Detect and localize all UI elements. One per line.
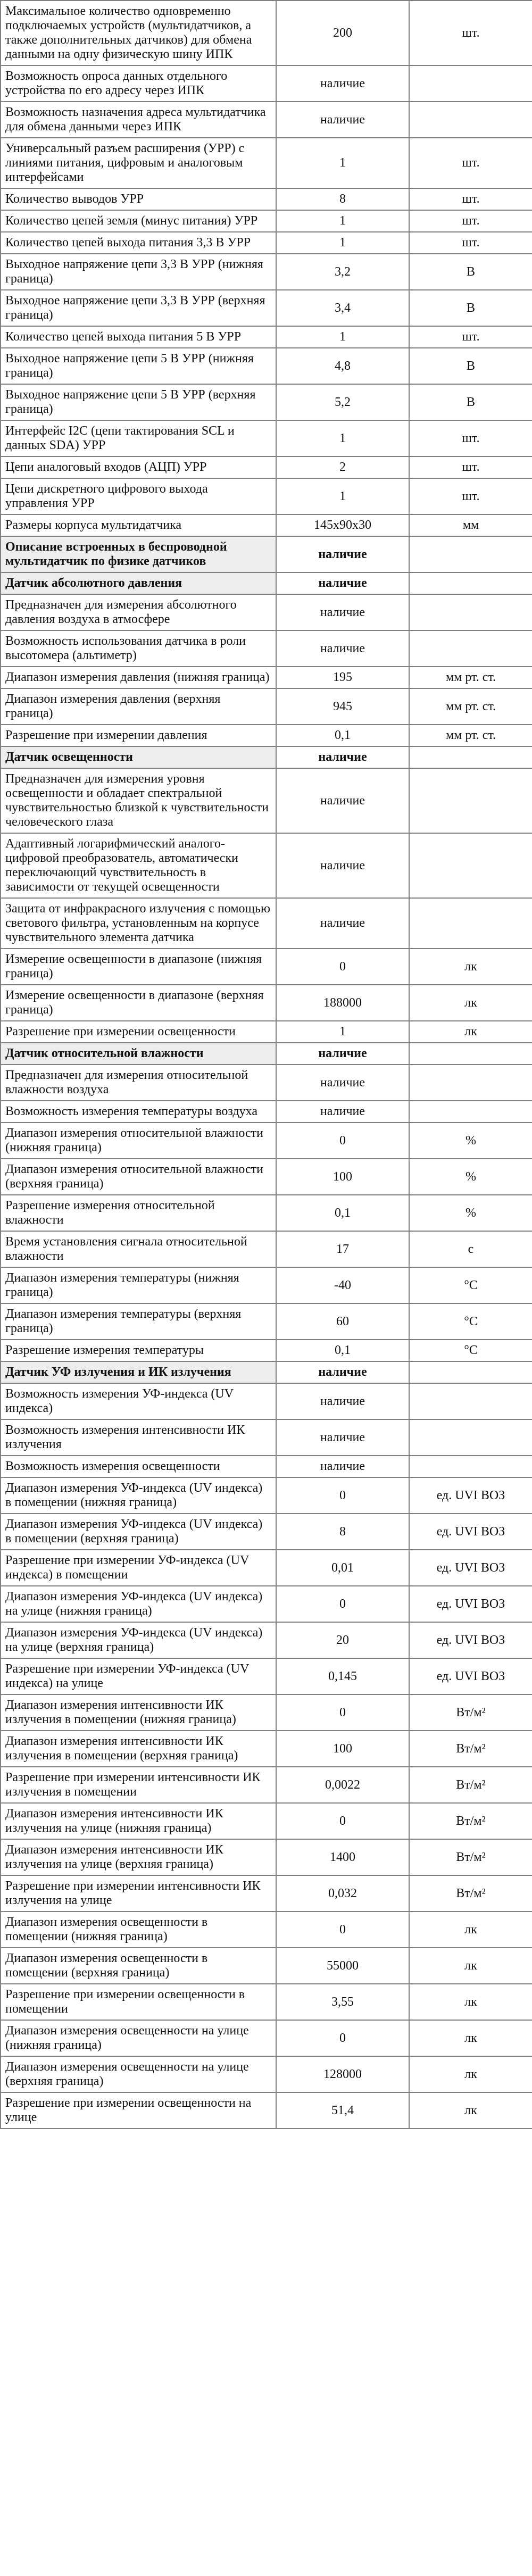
parameter-cell: Выходное напряжение цепи 3,3 В УРР (нижняя граница) [1,254,276,290]
table-row [1,384,532,420]
unit-cell: шт. [409,456,532,478]
value-cell: 51,4 [276,2092,409,2129]
parameter-cell: Разрешение при измерении освещенности [1,1021,276,1043]
value-cell: наличие [276,536,409,572]
table-row [1,1622,532,1658]
value-cell: 0,1 [276,1340,409,1361]
table-row [1,210,532,232]
unit-cell: % [409,1195,532,1231]
unit-cell [409,1383,532,1419]
table-row [1,1231,532,1267]
parameter-cell: Диапазон измерения интенсивности ИК излучения на улице (верхняя граница) [1,1839,276,1875]
unit-cell: лк [409,949,532,985]
value-cell: 8 [276,1514,409,1550]
parameter-cell: Разрешение при измерении освещенности в помещении [1,1984,276,2020]
unit-cell: °С [409,1340,532,1361]
value-cell: 195 [276,667,409,688]
parameter-cell: Предназначен для измерения относительной влажности воздуха [1,1065,276,1101]
unit-cell: Вт/м² [409,1875,532,1912]
parameter-cell: Количество цепей земля (минус питания) УРР [1,210,276,232]
table-row [1,2020,532,2056]
unit-cell: ед. UVI ВОЗ [409,1477,532,1514]
value-cell: наличие [276,1361,409,1383]
unit-cell: ед. UVI ВОЗ [409,1622,532,1658]
parameter-cell: Защита от инфракрасного излучения с помощью светового фильтра, установленным на корпусе чувствительного элемента датчика [1,898,276,949]
unit-cell: % [409,1159,532,1195]
parameter-cell: Разрешение при измерении освещенности на улице [1,2092,276,2129]
parameter-cell: Интерфейс I2C (цепи тактирования SCL и данных SDA) УРР [1,420,276,456]
parameter-cell: Диапазон измерения интенсивности ИК излучения на улице (нижняя граница) [1,1803,276,1839]
unit-cell: шт. [409,210,532,232]
value-cell: 0 [276,1803,409,1839]
parameter-cell: Диапазон измерения УФ-индекса (UV индекса) на улице (нижняя граница) [1,1586,276,1622]
value-cell: наличие [276,1065,409,1101]
value-cell: -40 [276,1267,409,1303]
value-cell: 200 [276,1,409,65]
value-cell: наличие [276,1101,409,1123]
table-row [1,1,532,65]
value-cell: 0,01 [276,1550,409,1586]
unit-cell [409,1065,532,1101]
unit-cell [409,746,532,768]
table-row [1,1731,532,1767]
value-cell: 1400 [276,1839,409,1875]
unit-cell: шт. [409,138,532,188]
value-cell: наличие [276,630,409,667]
unit-cell [409,65,532,102]
section-header-row [1,572,532,594]
value-cell: 0 [276,1477,409,1514]
unit-cell: лк [409,2020,532,2056]
table-row [1,232,532,254]
value-cell: 128000 [276,2056,409,2092]
parameter-cell: Разрешение измерения температуры [1,1340,276,1361]
unit-cell [409,594,532,630]
unit-cell: Вт/м² [409,1839,532,1875]
table-row [1,688,532,725]
value-cell: 5,2 [276,384,409,420]
value-cell: 1 [276,326,409,348]
parameter-cell: Возможность измерения УФ-индекса (UV индекса) [1,1383,276,1419]
unit-cell: лк [409,2092,532,2129]
value-cell: 20 [276,1622,409,1658]
value-cell: 188000 [276,985,409,1021]
table-row [1,1195,532,1231]
parameter-cell: Диапазон измерения УФ-индекса (UV индекса) в помещении (нижняя граница) [1,1477,276,1514]
unit-cell: Вт/м² [409,1731,532,1767]
parameter-cell: Датчик абсолютного давления [1,572,276,594]
value-cell: 0,0022 [276,1767,409,1803]
value-cell: 1 [276,210,409,232]
parameter-cell: Диапазон измерения УФ-индекса (UV индекса) на улице (верхняя граница) [1,1622,276,1658]
value-cell: 17 [276,1231,409,1267]
unit-cell [409,898,532,949]
value-cell: наличие [276,1383,409,1419]
parameter-cell: Возможность назначения адреса мультидатчика для обмена данными через ИПК [1,102,276,138]
value-cell: 60 [276,1303,409,1340]
parameter-cell: Диапазон измерения освещенности в помещении (верхняя граница) [1,1948,276,1984]
table-row [1,1303,532,1340]
parameter-cell: Размеры корпуса мультидатчика [1,514,276,536]
parameter-cell: Датчик освещенности [1,746,276,768]
parameter-cell: Максимальное количество одновременно подключаемых устройств (мультидатчиков, а также дополнительных датчиков) для обмена данными на одну физическую шину ИПК [1,1,276,65]
value-cell: наличие [276,1419,409,1456]
table-row [1,514,532,536]
section-header-row [1,1361,532,1383]
value-cell: 1 [276,478,409,514]
unit-cell [409,833,532,898]
table-row [1,290,532,326]
unit-cell: лк [409,2056,532,2092]
table-row [1,1984,532,2020]
unit-cell: мм [409,514,532,536]
parameter-cell: Датчик УФ излучения и ИК излучения [1,1361,276,1383]
table-row [1,1267,532,1303]
table-row [1,985,532,1021]
unit-cell: с [409,1231,532,1267]
value-cell: 145х90х30 [276,514,409,536]
table-row [1,898,532,949]
unit-cell [409,630,532,667]
table-row [1,348,532,384]
value-cell: 0 [276,2020,409,2056]
unit-cell: шт. [409,188,532,210]
value-cell: 0 [276,1123,409,1159]
table-row [1,1340,532,1361]
unit-cell [409,1361,532,1383]
parameter-cell: Разрешение при измерении интенсивности ИК излучения в помещении [1,1767,276,1803]
value-cell: 0 [276,1586,409,1622]
unit-cell: мм рт. ст. [409,688,532,725]
parameter-cell: Диапазон измерения давления (нижняя граница) [1,667,276,688]
value-cell: наличие [276,1456,409,1477]
parameter-cell: Датчик относительной влажности [1,1043,276,1065]
value-cell: 3,2 [276,254,409,290]
unit-cell [409,1419,532,1456]
parameter-cell: Диапазон измерения освещенности в помещении (нижняя граница) [1,1912,276,1948]
table-row [1,1803,532,1839]
parameter-cell: Предназначен для измерения абсолютного давления воздуха в атмосфере [1,594,276,630]
unit-cell [409,572,532,594]
table-row [1,1767,532,1803]
table-row [1,456,532,478]
section-header-row [1,1043,532,1065]
parameter-cell: Диапазон измерения УФ-индекса (UV индекса) в помещении (верхняя граница) [1,1514,276,1550]
value-cell: 1 [276,138,409,188]
unit-cell: лк [409,1948,532,1984]
value-cell: 55000 [276,1948,409,1984]
parameter-cell: Количество цепей выхода питания 5 В УРР [1,326,276,348]
unit-cell [409,1043,532,1065]
table-row [1,138,532,188]
parameter-cell: Цепи аналоговый входов (АЦП) УРР [1,456,276,478]
parameter-cell: Разрешение при измерении давления [1,725,276,746]
unit-cell [409,536,532,572]
table-row [1,1948,532,1984]
parameter-cell: Выходное напряжение цепи 3,3 В УРР (верхняя граница) [1,290,276,326]
parameter-cell: Диапазон измерения интенсивности ИК излучения в помещении (нижняя граница) [1,1694,276,1731]
value-cell: наличие [276,65,409,102]
unit-cell: лк [409,1912,532,1948]
unit-cell: шт. [409,420,532,456]
value-cell: наличие [276,746,409,768]
unit-cell: лк [409,985,532,1021]
table-row [1,1550,532,1586]
unit-cell: В [409,384,532,420]
parameter-cell: Диапазон измерения освещенности на улице (нижняя граница) [1,2020,276,2056]
parameter-cell: Описание встроенных в беспроводной мультидатчик по физике датчиков [1,536,276,572]
table-row [1,478,532,514]
unit-cell: лк [409,1021,532,1043]
value-cell: 0,145 [276,1658,409,1694]
value-cell: 945 [276,688,409,725]
unit-cell: ед. UVI ВОЗ [409,1514,532,1550]
parameter-cell: Диапазон измерения освещенности на улице (верхняя граница) [1,2056,276,2092]
table-row [1,594,532,630]
unit-cell: В [409,254,532,290]
unit-cell: °С [409,1303,532,1340]
table-row [1,949,532,985]
spec-table-body [1,1,532,2129]
table-row [1,1383,532,1419]
table-row [1,1419,532,1456]
parameter-cell: Количество цепей выхода питания 3,3 В УРР [1,232,276,254]
unit-cell: В [409,290,532,326]
table-row [1,65,532,102]
parameter-cell: Возможность опроса данных отдельного устройства по его адресу через ИПК [1,65,276,102]
unit-cell: ед. UVI ВОЗ [409,1550,532,1586]
value-cell: наличие [276,594,409,630]
parameter-cell: Диапазон измерения интенсивности ИК излучения в помещении (верхняя граница) [1,1731,276,1767]
table-row [1,630,532,667]
parameter-cell: Выходное напряжение цепи 5 В УРР (нижняя граница) [1,348,276,384]
value-cell: 1 [276,232,409,254]
unit-cell: Вт/м² [409,1767,532,1803]
table-row [1,2056,532,2092]
unit-cell: В [409,348,532,384]
table-row [1,1586,532,1622]
parameter-cell: Диапазон измерения давления (верхняя граница) [1,688,276,725]
parameter-cell: Диапазон измерения температуры (верхняя граница) [1,1303,276,1340]
value-cell: 1 [276,420,409,456]
value-cell: 3,55 [276,1984,409,2020]
parameter-cell: Количество выводов УРР [1,188,276,210]
value-cell: наличие [276,1043,409,1065]
table-row [1,326,532,348]
table-row [1,1875,532,1912]
parameter-cell: Цепи дискретного цифрового выхода управления УРР [1,478,276,514]
table-row [1,1514,532,1550]
table-row [1,667,532,688]
value-cell: 100 [276,1159,409,1195]
table-row [1,1658,532,1694]
table-row [1,254,532,290]
section-header-row [1,536,532,572]
parameter-cell: Время установления сигнала относительной влажности [1,1231,276,1267]
unit-cell: % [409,1123,532,1159]
unit-cell: Вт/м² [409,1803,532,1839]
parameter-cell: Возможность измерения интенсивности ИК излучения [1,1419,276,1456]
parameter-cell: Измерение освещенности в диапазоне (верхняя граница) [1,985,276,1021]
section-header-row [1,746,532,768]
parameter-cell: Выходное напряжение цепи 5 В УРР (верхняя граница) [1,384,276,420]
value-cell: 0 [276,949,409,985]
unit-cell: ед. UVI ВОЗ [409,1658,532,1694]
parameter-cell: Разрешение при измерении УФ-индекса (UV индекса) на улице [1,1658,276,1694]
value-cell: 3,4 [276,290,409,326]
value-cell: наличие [276,898,409,949]
table-row [1,420,532,456]
table-row [1,1912,532,1948]
parameter-cell: Предназначен для измерения уровня освещенности и обладает спектральной чувствительностью близкой к чувствительности человеческого глаза [1,768,276,833]
value-cell: 2 [276,456,409,478]
unit-cell: шт. [409,326,532,348]
value-cell: 8 [276,188,409,210]
value-cell: наличие [276,102,409,138]
table-row [1,1101,532,1123]
parameter-cell: Адаптивный логарифмический аналого-цифровой преобразователь, автоматически переключающий чувствительность в зависимости от текущей освещенности [1,833,276,898]
unit-cell: ед. UVI ВОЗ [409,1586,532,1622]
parameter-cell: Универсальный разъем расширения (УРР) с линиями питания, цифровым и аналоговым интерфейсами [1,138,276,188]
table-row [1,768,532,833]
unit-cell [409,1101,532,1123]
value-cell: 0 [276,1694,409,1731]
parameter-cell: Разрешение при измерении интенсивности ИК излучения на улице [1,1875,276,1912]
parameter-cell: Диапазон измерения температуры (нижняя граница) [1,1267,276,1303]
parameter-cell: Возможность использования датчика в роли высотомера (альтиметр) [1,630,276,667]
table-row [1,833,532,898]
value-cell: 0,1 [276,1195,409,1231]
value-cell: 0,1 [276,725,409,746]
table-row [1,1159,532,1195]
value-cell: 100 [276,1731,409,1767]
table-row [1,1456,532,1477]
table-row [1,188,532,210]
table-row [1,2092,532,2129]
table-row [1,1123,532,1159]
table-row [1,1477,532,1514]
unit-cell: °С [409,1267,532,1303]
unit-cell: мм рт. ст. [409,667,532,688]
parameter-cell: Возможность измерения температуры воздуха [1,1101,276,1123]
parameter-cell: Диапазон измерения относительной влажности (нижняя граница) [1,1123,276,1159]
parameter-cell: Диапазон измерения относительной влажности (верхняя граница) [1,1159,276,1195]
unit-cell: шт. [409,232,532,254]
table-row [1,1694,532,1731]
value-cell: 0,032 [276,1875,409,1912]
value-cell: наличие [276,833,409,898]
unit-cell [409,1456,532,1477]
parameter-cell: Возможность измерения освещенности [1,1456,276,1477]
unit-cell: шт. [409,478,532,514]
value-cell: наличие [276,572,409,594]
table-row [1,725,532,746]
parameter-cell: Измерение освещенности в диапазоне (нижняя граница) [1,949,276,985]
value-cell: 1 [276,1021,409,1043]
unit-cell [409,768,532,833]
value-cell: наличие [276,768,409,833]
parameter-cell: Разрешение при измерении УФ-индекса (UV индекса) в помещении [1,1550,276,1586]
unit-cell [409,102,532,138]
unit-cell: шт. [409,1,532,65]
unit-cell: Вт/м² [409,1694,532,1731]
table-row [1,1839,532,1875]
parameter-cell: Разрешение измерения относительной влажности [1,1195,276,1231]
table-row [1,1021,532,1043]
unit-cell: лк [409,1984,532,2020]
value-cell: 0 [276,1912,409,1948]
table-row [1,102,532,138]
table-row [1,1065,532,1101]
value-cell: 4,8 [276,348,409,384]
unit-cell: мм рт. ст. [409,725,532,746]
